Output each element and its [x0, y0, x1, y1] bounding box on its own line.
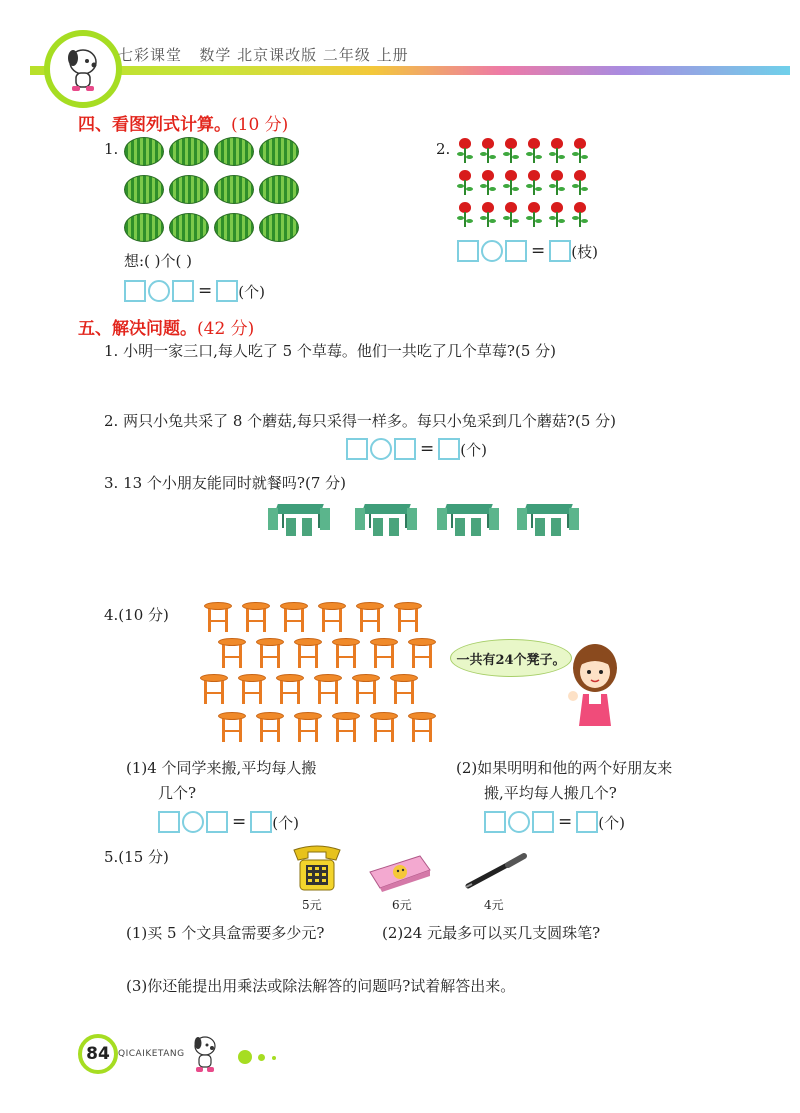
watermelon-icon — [169, 213, 209, 242]
unit-label: (个) — [460, 440, 487, 459]
stool-icon — [276, 674, 304, 704]
footer-brand: QICAIKETANG — [118, 1049, 185, 1059]
rose-icon — [548, 202, 566, 228]
rose-grid — [456, 138, 590, 230]
s4-q1-equation: = (个) — [124, 280, 265, 302]
s5-q5-sub1: (1)买 5 个文具盒需要多少元? — [126, 924, 325, 942]
s5-q4-sub1-line1: (1)4 个同学来搬,平均每人搬 — [126, 759, 317, 777]
dog-mascot-icon — [190, 1034, 220, 1076]
pencil-box-icon — [366, 852, 434, 892]
stool-icon — [294, 638, 322, 668]
rose-icon — [525, 202, 543, 228]
answer-box[interactable] — [438, 438, 460, 460]
s4-q1-think-prompt: 想:( )个( ) — [124, 252, 192, 270]
page-number: 84 — [78, 1034, 118, 1074]
answer-box[interactable] — [346, 438, 368, 460]
unit-label: (个) — [238, 282, 265, 301]
s5-q4-sub2-equation: = (个) — [484, 811, 625, 833]
answer-box[interactable] — [394, 438, 416, 460]
stool-icon — [200, 674, 228, 704]
answer-box[interactable] — [532, 811, 554, 833]
rose-icon — [571, 170, 589, 196]
stool-icon — [370, 712, 398, 742]
header-color-band — [30, 66, 790, 75]
rose-icon — [525, 170, 543, 196]
answer-box[interactable] — [158, 811, 180, 833]
s4-q2-number: 2. — [436, 140, 451, 158]
stool-icon — [352, 674, 380, 704]
rose-icon — [456, 138, 474, 164]
stool-icon — [408, 638, 436, 668]
rose-icon — [548, 170, 566, 196]
stool-icon — [390, 674, 418, 704]
rose-icon — [502, 138, 520, 164]
answer-box[interactable] — [549, 240, 571, 262]
s4-q2-equation: = (枝) — [457, 240, 598, 262]
section5-title — [78, 314, 254, 339]
rose-icon — [571, 138, 589, 164]
stool-icon — [242, 602, 270, 632]
operator-circle[interactable] — [148, 280, 170, 302]
answer-box[interactable] — [216, 280, 238, 302]
s5-q3-text: 3. 13 个小朋友能同时就餐吗?(7 分) — [104, 474, 346, 492]
operator-circle[interactable] — [481, 240, 503, 262]
rose-icon — [479, 170, 497, 196]
watermelon-icon — [214, 137, 254, 166]
rose-icon — [525, 138, 543, 164]
watermelon-icon — [124, 175, 164, 204]
answer-box[interactable] — [250, 811, 272, 833]
stool-icon — [356, 602, 384, 632]
watermelon-icon — [259, 137, 299, 166]
unit-label: (个) — [272, 813, 299, 832]
watermelon-icon — [124, 137, 164, 166]
dining-table-icon — [517, 500, 579, 536]
stool-icon — [294, 712, 322, 742]
watermelon-icon — [169, 137, 209, 166]
phone-price: 5元 — [302, 898, 322, 912]
dining-table-icon — [355, 500, 417, 536]
answer-box[interactable] — [124, 280, 146, 302]
unit-label: (枝) — [571, 242, 598, 261]
decor-dot — [272, 1056, 276, 1060]
answer-box[interactable] — [576, 811, 598, 833]
stool-icon — [256, 712, 284, 742]
rose-icon — [502, 202, 520, 228]
girl-character-icon — [565, 640, 625, 726]
s5-q4-sub2-line1: (2)如果明明和他的两个好朋友来 — [456, 759, 673, 777]
subject-info: 数学 北京课改版 二年级 上册 — [199, 46, 409, 64]
rose-icon — [479, 138, 497, 164]
answer-box[interactable] — [484, 811, 506, 833]
answer-box[interactable] — [457, 240, 479, 262]
stool-icon — [204, 602, 232, 632]
section5-title-text: 五、解决问题。 — [78, 319, 197, 339]
s5-q4-sub1-line2: 几个? — [158, 784, 197, 802]
stool-icon — [394, 602, 422, 632]
stool-icon — [238, 674, 266, 704]
s5-q2-text: 2. 两只小兔共采了 8 个蘑菇,每只采得一样多。每只小兔采到几个蘑菇?(5 分) — [104, 412, 616, 430]
dining-table-icon — [437, 500, 499, 536]
pencil-box-price: 6元 — [392, 898, 412, 912]
rose-icon — [502, 170, 520, 196]
stool-icon — [314, 674, 342, 704]
stool-icon — [218, 712, 246, 742]
stool-icon — [332, 638, 360, 668]
stool-icon — [218, 638, 246, 668]
s5-q4-sub1-equation: = (个) — [158, 811, 299, 833]
watermelon-icon — [124, 213, 164, 242]
stool-icon — [318, 602, 346, 632]
s5-q4-label: 4.(10 分) — [104, 606, 169, 624]
stool-icon — [332, 712, 360, 742]
s5-q2-equation: = (个) — [346, 438, 487, 460]
rose-icon — [548, 138, 566, 164]
pen-icon — [464, 852, 530, 890]
s5-q4-sub2-line2: 搬,平均每人搬几个? — [484, 784, 617, 802]
section4-title — [78, 110, 288, 135]
rose-icon — [479, 202, 497, 228]
s5-q1-text: 1. 小明一家三口,每人吃了 5 个草莓。他们一共吃了几个草莓?(5 分) — [104, 342, 556, 360]
dog-mascot-icon — [50, 36, 116, 102]
header-title — [118, 44, 409, 65]
decor-dot — [238, 1050, 252, 1064]
watermelon-icon — [214, 175, 254, 204]
s5-q5-sub3: (3)你还能提出用乘法或除法解答的问题吗?试着解答出来。 — [126, 977, 516, 995]
operator-circle[interactable] — [370, 438, 392, 460]
watermelon-icon — [169, 175, 209, 204]
watermelon-icon — [214, 213, 254, 242]
watermelon-grid — [124, 137, 304, 245]
pen-price: 4元 — [484, 898, 504, 912]
rose-icon — [456, 202, 474, 228]
section4-points: (10 分) — [231, 115, 289, 135]
s5-q5-sub2: (2)24 元最多可以买几支圆珠笔? — [382, 924, 601, 942]
answer-box[interactable] — [172, 280, 194, 302]
section4-title-text: 四、看图列式计算。 — [78, 115, 231, 135]
stool-icon — [280, 602, 308, 632]
answer-box[interactable] — [505, 240, 527, 262]
operator-circle[interactable] — [508, 811, 530, 833]
operator-circle[interactable] — [182, 811, 204, 833]
stool-group — [200, 602, 444, 748]
rose-icon — [456, 170, 474, 196]
rose-icon — [571, 202, 589, 228]
stool-icon — [256, 638, 284, 668]
dining-table-icon — [268, 500, 330, 536]
unit-label: (个) — [598, 813, 625, 832]
section5-points: (42 分) — [197, 319, 255, 339]
s5-q5-label: 5.(15 分) — [104, 848, 169, 866]
speech-bubble: 一共有24个凳子。 — [450, 639, 572, 677]
stool-icon — [370, 638, 398, 668]
watermelon-icon — [259, 175, 299, 204]
answer-box[interactable] — [206, 811, 228, 833]
stool-icon — [408, 712, 436, 742]
series-name: 七彩课堂 — [118, 46, 183, 64]
mascot-circle — [44, 30, 122, 108]
s4-q1-number: 1. — [104, 140, 119, 158]
watermelon-icon — [259, 213, 299, 242]
phone-icon — [290, 842, 344, 894]
decor-dot — [258, 1054, 265, 1061]
